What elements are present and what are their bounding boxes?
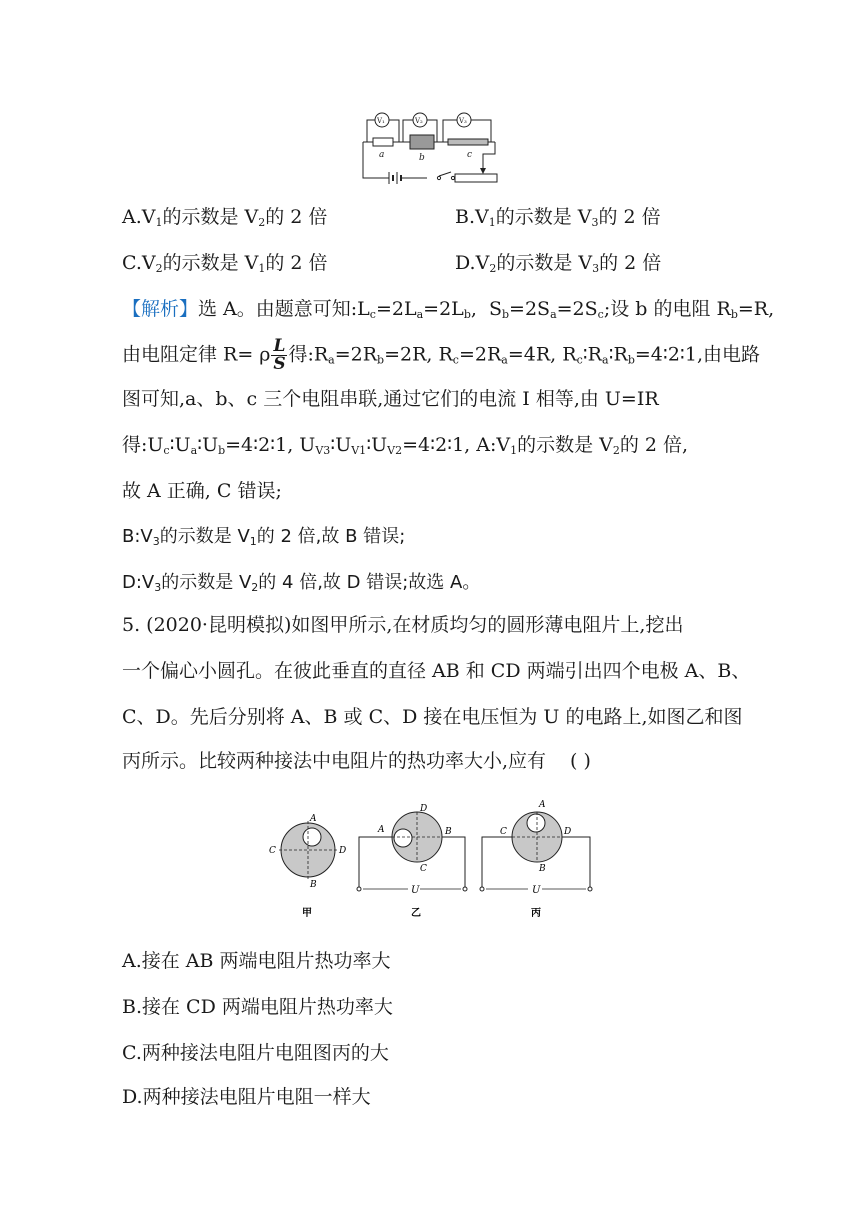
- switch-icon: [437, 176, 440, 179]
- q5-stem-line-4: 丙所示。比较两种接法中电阻片的热功率大小,应有 ( ): [122, 750, 591, 772]
- analysis-line-7: $D:V_3$的示数是 $V_2$的 4 倍,故 D 错误;故选 A。: [122, 572, 481, 594]
- analysis-line-5: 故 A 正确, C 错误;: [122, 480, 282, 502]
- figure-yi: [357, 804, 467, 919]
- label-yi: 乙: [411, 908, 421, 919]
- rheostat-arrow-icon: [480, 168, 486, 174]
- answer-paren: ( ): [570, 750, 591, 772]
- b-label: b: [419, 153, 425, 163]
- analysis-line-6: $B:V_3$的示数是 $V_1$的 2 倍,故 B 错误;: [122, 526, 406, 548]
- svg-text:C: C: [269, 846, 276, 856]
- svg-text:D: D: [564, 827, 572, 837]
- svg-text:U: U: [532, 885, 541, 896]
- svg-text:D: D: [339, 846, 347, 856]
- svg-text:A: A: [539, 800, 546, 810]
- fraction-l-over-s: $\frac{L}{S}$: [273, 336, 286, 374]
- svg-text:B: B: [539, 864, 546, 874]
- q5-option-a[interactable]: A.接在 AB 两端电阻片热功率大: [122, 950, 391, 972]
- option-a[interactable]: $A.V_1$的示数是 $V_2$的 2 倍: [122, 206, 328, 229]
- battery-icon: [387, 172, 411, 184]
- resistor-a: [373, 138, 393, 146]
- q5-stem-line-3: C、D。先后分别将 A、B 或 C、D 接在电压恒为 U 的电路上,如图乙和图: [122, 706, 743, 728]
- svg-text:U: U: [411, 885, 420, 896]
- q5-stem-line-1: 5. (2020·昆明模拟)如图甲所示,在材质均匀的圆形薄电阻片上,挖出: [122, 614, 684, 636]
- svg-text:B: B: [310, 880, 317, 890]
- svg-text:B: B: [445, 827, 452, 837]
- svg-text:A: A: [378, 825, 385, 835]
- svg-text:A: A: [310, 814, 317, 824]
- resistor-c: [448, 139, 488, 145]
- analysis-line-1: 【解析】选 A。由题意可知$:L_c=2L_a=2L_b$, $S_b=2S_a=2S_c$;设 b 的电阻 $R_b=R$,: [122, 298, 775, 321]
- figure-bing: [480, 800, 592, 919]
- analysis-line-3: 图可知,a、b、c 三个电阻串联,通过它们的电流 I 相等,由 U=IR: [122, 388, 659, 410]
- c-label: c: [467, 150, 473, 160]
- resistor-b: [410, 135, 434, 149]
- svg-text:C: C: [500, 827, 507, 837]
- label-bing: 丙: [531, 908, 541, 919]
- circuit-diagram: [355, 110, 505, 186]
- figure-jia: [269, 814, 346, 919]
- v2-label: V₂: [415, 117, 423, 125]
- svg-text:D: D: [420, 804, 428, 814]
- label-jia: 甲: [302, 908, 312, 919]
- analysis-line-2: 由电阻定律 R= ρ $\frac{L}{S}$ 得$:R_a=2R_b=2R$, $R_c=2R_a=4R$, $R_c∶R_a∶R_b=4∶2∶1$,由电路: [122, 336, 760, 374]
- a-label: a: [379, 150, 385, 160]
- q5-stem-line-2: 一个偏心小圆孔。在彼此垂直的直径 AB 和 CD 两端引出四个电极 A、B、: [122, 660, 751, 682]
- option-c[interactable]: $C.V_2$的示数是 $V_1$的 2 倍: [122, 252, 328, 275]
- option-d[interactable]: $D.V_2$的示数是 $V_3$的 2 倍: [455, 252, 662, 275]
- disc-figures: [260, 795, 600, 925]
- analysis-line-4: 得$:U_c∶U_a∶U_b=4∶2∶1$, $U_{V3}∶U_{V1}∶U_{V2}=4∶2∶1$, $A:V_1$的示数是 $V_2$的 2 倍,: [122, 434, 689, 457]
- q5-option-b[interactable]: B.接在 CD 两端电阻片热功率大: [122, 996, 393, 1018]
- v3-label: V₃: [459, 117, 467, 125]
- analysis-tag: 【解析】: [122, 298, 199, 320]
- q5-option-c[interactable]: C.两种接法电阻片电阻图丙的大: [122, 1042, 389, 1064]
- option-b[interactable]: $B.V_1$的示数是 $V_3$的 2 倍: [455, 206, 661, 229]
- svg-text:C: C: [420, 864, 427, 874]
- v1-label: V₁: [377, 117, 385, 125]
- q5-option-d[interactable]: D.两种接法电阻片电阻一样大: [122, 1086, 371, 1108]
